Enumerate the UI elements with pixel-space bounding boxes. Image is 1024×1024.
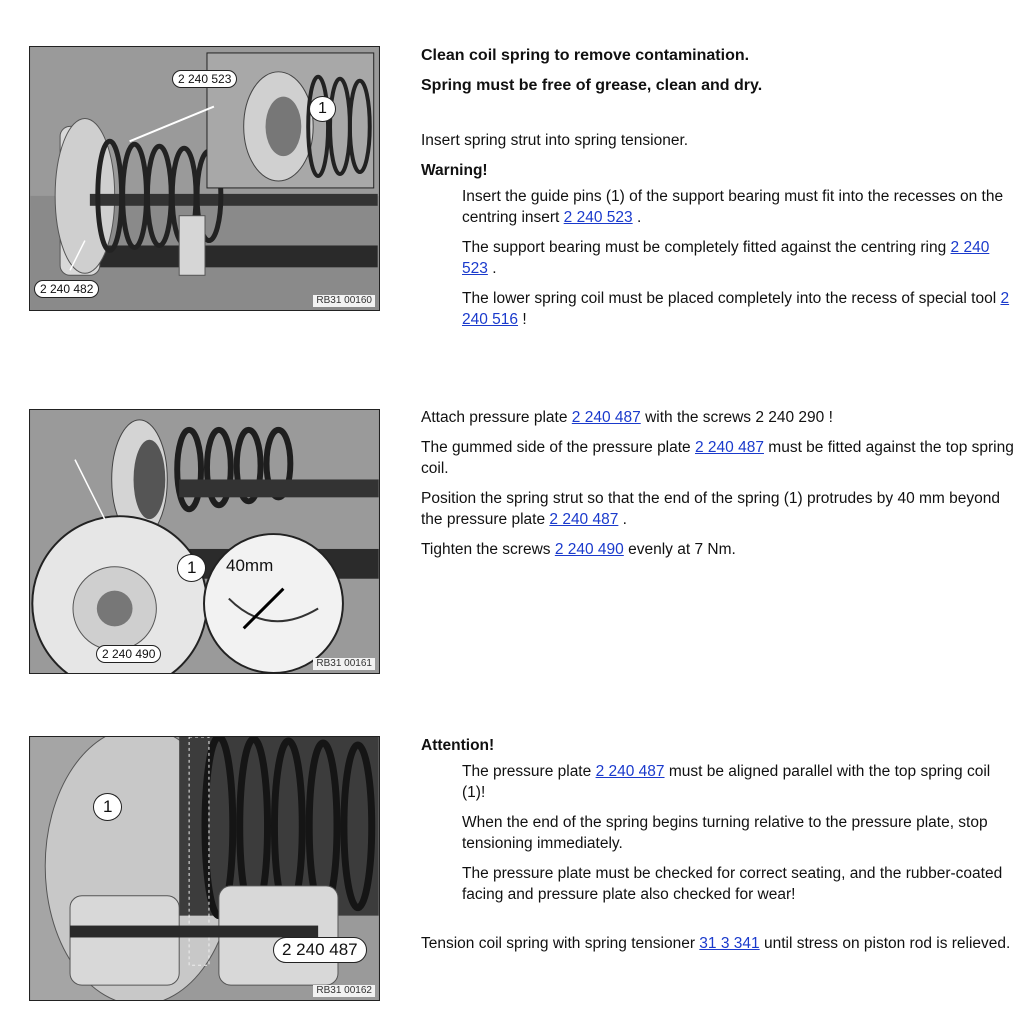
measurement-label: 40mm [226, 556, 274, 575]
tool-link[interactable]: 2 240 487 [695, 439, 764, 456]
callout-tool-number: 2 240 523 [172, 70, 237, 88]
tool-link[interactable]: 2 240 516 [462, 290, 1010, 328]
callout-spring-end: 1 [177, 554, 206, 582]
figure-id: RB31 00162 [313, 985, 375, 997]
callout-pressure-plate: 2 240 487 [273, 937, 367, 963]
instruction-text: Tension coil spring with spring tensioner 31 3 341 until stress on piston rod is relieved. [421, 935, 1011, 952]
warning-heading: Warning! [421, 162, 488, 179]
instruction-text: Insert spring strut into spring tensioner. [421, 132, 689, 149]
instruction-bold: Clean coil spring to remove contamination. [421, 47, 750, 64]
tool-link[interactable]: 31 3 341 [699, 935, 760, 952]
callout-tool-number: 2 240 490 [96, 645, 161, 663]
tool-link[interactable]: 2 240 487 [595, 763, 665, 780]
instruction-text: The gummed side of the pressure plate 2 240 487 must be fitted against the top spring coil. [421, 439, 1014, 477]
warning-item: Insert the guide pins (1) of the support bearing must fit into the recesses on the centring insert 2 240 523 . [462, 188, 1004, 226]
figure-id: RB31 00161 [313, 658, 375, 670]
spring-strut-illustration-2 [30, 410, 379, 673]
instruction-bold: Spring must be free of grease, clean and dry. [421, 77, 763, 94]
callout-tool-number: 2 240 482 [34, 280, 99, 298]
attention-item: When the end of the spring begins turning relative to the pressure plate, stop tensioning immediately. [462, 814, 988, 852]
tool-link[interactable]: 2 240 490 [554, 541, 624, 558]
instruction-text: Position the spring strut so that the end of the spring (1) protrudes by 40 mm beyond the pressure plate 2 240 487 . [421, 490, 1000, 528]
figure-2 [29, 409, 380, 674]
tool-link[interactable]: 2 240 523 [563, 209, 633, 226]
instruction-text: Tighten the screws 2 240 490 evenly at 7 Nm. [421, 541, 736, 558]
tool-link[interactable]: 2 240 523 [462, 239, 990, 277]
tool-link[interactable]: 2 240 487 [571, 409, 641, 426]
instructions-section-3 [421, 735, 1017, 963]
figure-3 [29, 736, 380, 1001]
warning-item: The lower spring coil must be placed completely into the recess of special tool 2 240 516 ! [462, 290, 1010, 328]
instructions-section-1 [421, 45, 1017, 339]
attention-item: The pressure plate 2 240 487 must be aligned parallel with the top spring coil (1)! [462, 763, 991, 801]
callout-guide-pins: 1 [309, 96, 336, 122]
tool-link[interactable]: 2 240 487 [549, 511, 619, 528]
attention-heading: Attention! [421, 737, 495, 754]
warning-item: The support bearing must be completely fitted against the centring ring 2 240 523 . [462, 239, 990, 277]
figure-id: RB31 00160 [313, 295, 375, 307]
instruction-text: Attach pressure plate 2 240 487 with the screws 2 240 290 ! [421, 409, 833, 426]
instructions-section-2 [421, 407, 1017, 569]
attention-item: The pressure plate must be checked for correct seating, and the rubber-coated facing and pressure plate also checked for wear! [462, 865, 1003, 903]
figure-1 [29, 46, 380, 311]
callout-top-coil: 1 [93, 793, 122, 821]
